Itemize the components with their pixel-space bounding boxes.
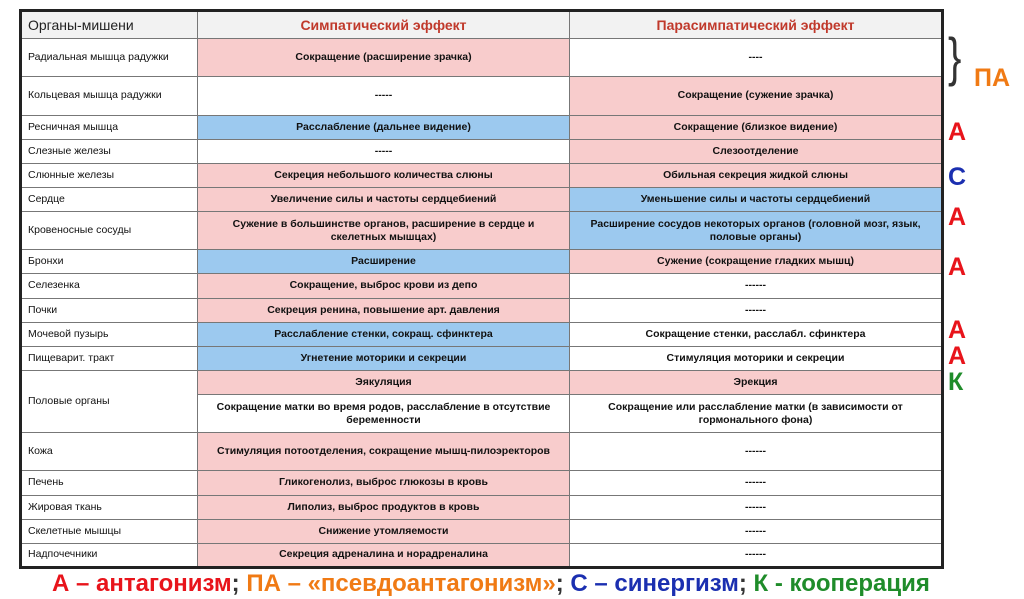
sympathetic-cell: ----- — [198, 77, 570, 115]
legend-separator: ; — [231, 570, 240, 597]
header-organs: Органы-мишени — [21, 11, 198, 39]
table-row — [21, 77, 943, 115]
sympathetic-cell: Гликогенолиз, выброс глюкозы в кровь — [198, 471, 570, 495]
sympathetic-cell: Снижение утомляемости — [198, 519, 570, 543]
table-row — [21, 274, 943, 298]
organ-cell: Сердце — [21, 187, 198, 211]
table-row — [21, 471, 943, 495]
organ-cell: Половые органы — [21, 370, 198, 432]
table-row — [21, 163, 943, 187]
legend — [52, 570, 930, 598]
sympathetic-cell: ----- — [198, 139, 570, 163]
organ-cell: Слезные железы — [21, 139, 198, 163]
organ-cell: Печень — [21, 471, 198, 495]
sympathetic-cell: Стимуляция потоотделения, сокращение мышц-пилоэректоров — [198, 433, 570, 471]
parasympathetic-cell: Сокращение (сужение зрачка) — [570, 77, 943, 115]
parasympathetic-cell: ------ — [570, 519, 943, 543]
organ-cell: Мочевой пузырь — [21, 322, 198, 346]
label-antagonism-heart: А — [948, 203, 967, 231]
sympathetic-cell: Сокращение матки во время родов, расслабление в отсутствие беременности — [198, 395, 570, 433]
organ-cell: Кровеносные сосуды — [21, 212, 198, 250]
sympathetic-cell: Расслабление стенки, сокращ. сфинктера — [198, 322, 570, 346]
table-row — [21, 39, 943, 77]
parasympathetic-cell: Уменьшение силы и частоты сердцебиений — [570, 187, 943, 211]
brace-symbol: } — [948, 28, 962, 88]
sympathetic-cell: Секреция адреналина и норадреналина — [198, 543, 570, 567]
sympathetic-cell: Секреция небольшого количества слюны — [198, 163, 570, 187]
parasympathetic-cell: ------ — [570, 471, 943, 495]
organ-cell: Почки — [21, 298, 198, 322]
legend-cooperation: К - кооперация — [753, 570, 930, 597]
label-pseudoantagonism: ПА — [974, 64, 1011, 92]
table-row — [21, 433, 943, 471]
parasympathetic-cell: Слезоотделение — [570, 139, 943, 163]
parasympathetic-cell: ---- — [570, 39, 943, 77]
header-sympathetic: Симпатический эффект — [198, 11, 570, 39]
sympathetic-cell: Увеличение силы и частоты сердцебиений — [198, 187, 570, 211]
sympathetic-cell: Эякуляция — [198, 370, 570, 394]
sympathetic-cell: Сужение в большинстве органов, расширение в сердце и скелетных мышцах) — [198, 212, 570, 250]
organ-cell: Надпочечники — [21, 543, 198, 567]
sympathetic-cell: Липолиз, выброс продуктов в кровь — [198, 495, 570, 519]
parasympathetic-cell: Эрекция — [570, 370, 943, 394]
sympathetic-cell: Сокращение (расширение зрачка) — [198, 39, 570, 77]
organ-cell: Бронхи — [21, 250, 198, 274]
parasympathetic-cell: Сокращение или расслабление матки (в зависимости от гормонального фона) — [570, 395, 943, 433]
parasympathetic-cell: ------ — [570, 543, 943, 567]
label-synergy: С — [948, 163, 967, 191]
table-row — [21, 115, 943, 139]
parasympathetic-cell: Расширение сосудов некоторых органов (головной мозг, язык, половые органы) — [570, 212, 943, 250]
parasympathetic-cell: ------ — [570, 495, 943, 519]
sympathetic-cell: Секреция ренина, повышение арт. давления — [198, 298, 570, 322]
table-header-row — [21, 11, 943, 39]
table-row — [21, 139, 943, 163]
table-row — [21, 543, 943, 567]
table-row — [21, 370, 943, 394]
label-antagonism-bladder: А — [948, 316, 967, 344]
organ-cell: Слюнные железы — [21, 163, 198, 187]
organ-cell: Кожа — [21, 433, 198, 471]
sympathetic-cell: Расслабление (дальнее видение) — [198, 115, 570, 139]
table-row — [21, 212, 943, 250]
organ-cell: Жировая ткань — [21, 495, 198, 519]
parasympathetic-cell: Обильная секреция жидкой слюны — [570, 163, 943, 187]
parasympathetic-cell: Сокращение (близкое видение) — [570, 115, 943, 139]
parasympathetic-cell: Сокращение стенки, расслабл. сфинктера — [570, 322, 943, 346]
legend-antagonism: А – антагонизм — [52, 570, 232, 597]
table-row — [21, 187, 943, 211]
sympathetic-cell: Угнетение моторики и секреции — [198, 346, 570, 370]
sympathetic-cell: Расширение — [198, 250, 570, 274]
table-row — [21, 298, 943, 322]
effects-table — [19, 9, 944, 569]
legend-synergy: С – синергизм — [570, 570, 739, 597]
label-antagonism-eye: А — [948, 118, 967, 146]
header-parasympathetic: Парасимпатический эффект — [570, 11, 943, 39]
parasympathetic-cell: ------ — [570, 433, 943, 471]
parasympathetic-cell: ------ — [570, 298, 943, 322]
table-row — [21, 519, 943, 543]
organ-cell: Пищеварит. тракт — [21, 346, 198, 370]
legend-separator: ; — [738, 570, 747, 597]
label-cooperation: К — [948, 368, 964, 396]
organ-cell: Ресничная мышца — [21, 115, 198, 139]
table-row — [21, 495, 943, 519]
legend-separator: ; — [555, 570, 564, 597]
parasympathetic-cell: Стимуляция моторики и секреции — [570, 346, 943, 370]
label-antagonism-digestive: А — [948, 342, 967, 370]
organ-cell: Селезенка — [21, 274, 198, 298]
table-row — [21, 250, 943, 274]
sympathetic-cell: Сокращение, выброс крови из депо — [198, 274, 570, 298]
organ-cell: Радиальная мышца радужки — [21, 39, 198, 77]
table-row — [21, 346, 943, 370]
legend-pseudoantagonism: ПА – «псевдоантагонизм» — [246, 570, 556, 597]
parasympathetic-cell: ------ — [570, 274, 943, 298]
organ-cell: Кольцевая мышца радужки — [21, 77, 198, 115]
label-antagonism-bronchi: А — [948, 253, 967, 281]
organ-cell: Скелетные мышцы — [21, 519, 198, 543]
table-row — [21, 322, 943, 346]
parasympathetic-cell: Сужение (сокращение гладких мышц) — [570, 250, 943, 274]
